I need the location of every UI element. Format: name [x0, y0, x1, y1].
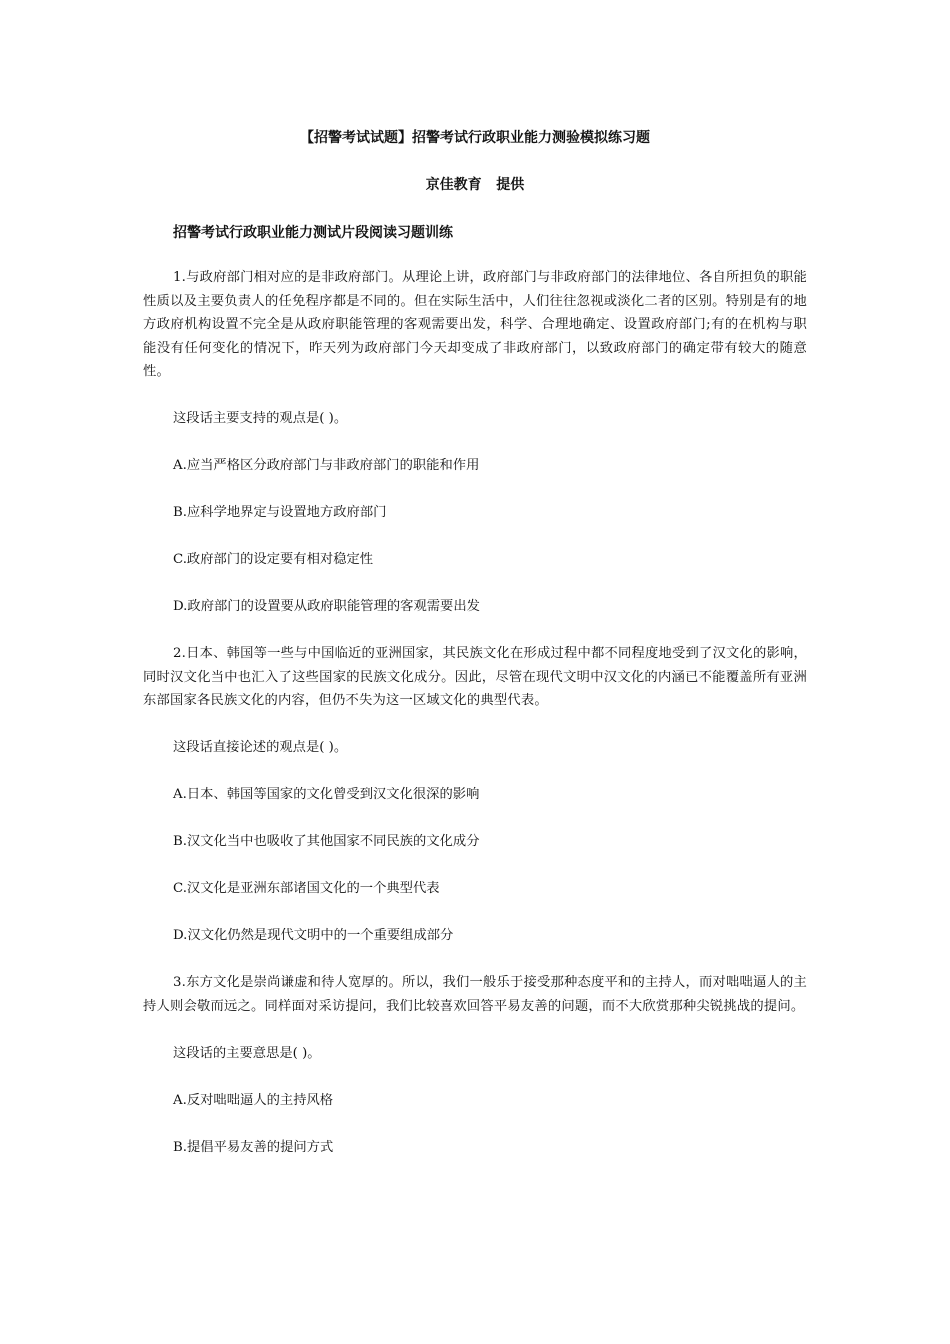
- question-2-passage: 2.日本、韩国等一些与中国临近的亚洲国家，其民族文化在形成过程中都不同程度地受到了汉文化的影响，同时汉文化当中也汇入了这些国家的民族文化成分。因此，尽管在现代文明中汉文化的内涵已不能覆盖所有亚洲东部国家各民族文化的内容，但仍不失为这一区域文化的典型代表。: [143, 646, 807, 708]
- question-1-passage: 1.与政府部门相对应的是非政府部门。从理论上讲，政府部门与非政府部门的法律地位、各自所担负的职能性质以及主要负责人的任免程序都是不同的。但在实际生活中，人们往往忽视或淡化二者的区别。特别是有的地方政府机构设置不完全是从政府职能管理的客观需要出发，科学、合理地确定、设置政府部门;有的在机构与职能没有任何变化的情况下，昨天列为政府部门今天却变成了非政府部门，以致政府部门的确定带有较大的随意性。: [143, 270, 807, 379]
- question-3-option-b: B.提倡平易友善的提问方式: [173, 1139, 334, 1155]
- document-body: [143, 266, 807, 1183]
- question-3-passage: 3.东方文化是崇尚谦虚和待人宽厚的。所以，我们一般乐于接受那种态度平和的主持人，而对咄咄逼人的主持人则会敬而远之。同样面对采访提问，我们比较喜欢回答平易友善的问题，而不大欣赏那种尖锐挑战的提问。: [143, 975, 807, 1014]
- question-1-option-b: B.应科学地界定与设置地方政府部门: [173, 505, 387, 520]
- provider-line: 京佳教育 提供: [425, 177, 525, 193]
- question-2-option-b: B.汉文化当中也吸收了其他国家不同民族的文化成分: [173, 834, 480, 849]
- question-2-option-c: C.汉文化是亚洲东部诸国文化的一个典型代表: [173, 881, 440, 896]
- section-heading: 招警考试行政职业能力测试片段阅读习题训练: [173, 225, 453, 241]
- question-1-prompt: 这段话主要支持的观点是( )。: [173, 411, 348, 426]
- question-1-option-a: A.应当严格区分政府部门与非政府部门的职能和作用: [173, 458, 480, 473]
- question-2-option-d: D.汉文化仍然是现代文明中的一个重要组成部分: [173, 928, 454, 943]
- document-title: 【招警考试试题】招警考试行政职业能力测验模拟练习题: [300, 130, 650, 146]
- question-3-prompt: 这段话的主要意思是( )。: [173, 1045, 321, 1061]
- question-1-option-d: D.政府部门的设置要从政府职能管理的客观需要出发: [173, 599, 480, 614]
- question-2-prompt: 这段话直接论述的观点是( )。: [173, 740, 348, 755]
- question-3-option-a: A.反对咄咄逼人的主持风格: [173, 1092, 334, 1108]
- question-1-option-c: C.政府部门的设定要有相对稳定性: [173, 552, 374, 567]
- question-2-option-a: A.日本、韩国等国家的文化曾受到汉文化很深的影响: [173, 787, 480, 802]
